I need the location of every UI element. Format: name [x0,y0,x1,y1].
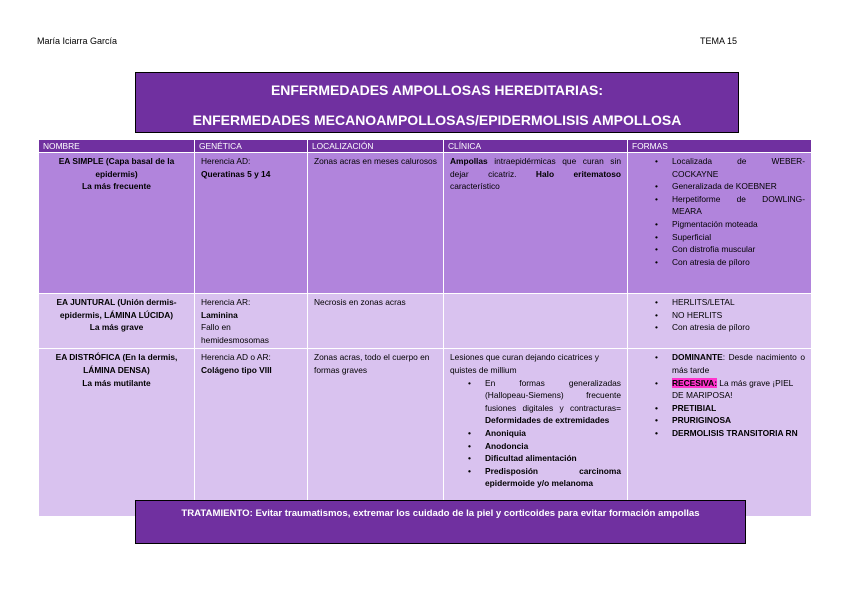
disease-name: EA JUNTURAL [56,297,116,307]
forms-cell [628,153,812,294]
treatment-banner: TRATAMIENTO: Evitar traumatismos, extremar los cuidado de la piel y corticoides para evitar formación ampollas [135,500,746,544]
title-line-2: ENFERMEDADES MECANOAMPOLLOSAS/EPIDERMOLISIS AMPOLLOSA [192,112,682,128]
gene: Laminina [201,309,238,320]
column-header: NOMBRE [39,140,195,153]
list-item: • Dificultad alimentación [485,452,621,465]
column-header: FORMAS [628,140,812,153]
form-recessive: RECESIVA: [672,377,717,388]
author-name: María Iciarra García [37,36,118,46]
form-recessive-text: La más grave ¡PIEL DE MARIPOSA! [672,377,794,401]
clinic-intro: Lesiones que curan dejando cicatrices y quistes de millium [450,352,599,375]
title-line-1: ENFERMEDADES AMPOLLOSAS HEREDITARIAS: [270,82,604,98]
table-header-row [39,140,812,153]
list-item [485,377,621,427]
list-item: • Generalizada de KOEBNER [672,180,805,193]
list-item: • Anoniquia [485,427,621,440]
disease-name: EA SIMPLE [58,156,104,166]
disease-note: La más grave [89,322,144,333]
location-cell: Zonas acras, todo el cuerpo en formas graves [308,349,444,517]
list-item: • PRETIBIAL [672,402,805,415]
inheritance: Herencia AD o AR: [201,352,271,363]
disease-name: EA DISTRÓFICA [55,352,121,363]
name-cell [39,349,195,517]
clinic-text: En formas generalizadas (Hallopeau-Siemens) frecuente fusiones digitales y contracturas= [485,377,621,413]
disease-detail: (Unión dermis-epidermis, LÁMINA LÚCIDA) [59,297,177,320]
disease-note: La más mutilante [82,377,151,388]
list-item: • Localizada de WEBER-COCKAYNE [672,155,805,180]
form-dominant-text: : Desde nacimiento o más tarde [672,352,805,375]
list-item: • Con distrofia muscular [672,243,805,256]
genetics-cell [195,294,308,349]
table-row [39,349,812,517]
name-cell [39,153,195,294]
list-item: • DERMOLISIS TRANSITORIA RN [672,427,805,440]
disease-detail: (En la dermis, LÁMINA DENSA) [83,352,178,375]
clinic-cell [444,294,628,349]
topic-label: TEMA 15 [700,36,738,46]
clinic-bold: Ampollas [450,156,488,166]
table-row [39,294,812,349]
gene: Colágeno tipo VIII [201,364,272,375]
clinic-text: intraepidérmicas que curan sin dejar cicatriz. [450,156,621,179]
list-item: • Con atresia de píloro [672,256,805,269]
list-item: • Predisposión carcinoma epidermoide y/o melanoma [485,465,621,490]
list-item: • Herpetiforme de DOWLING-MEARA [672,193,805,218]
list-item: • Superficial [672,231,805,244]
clinic-text: característico [450,181,500,192]
forms-cell [628,294,812,349]
column-header: GENÉTICA [195,140,308,153]
location-cell: Zonas acras en meses calurosos [308,153,444,294]
title-banner [135,72,739,133]
column-header: CLÍNICA [444,140,628,153]
gene: Queratinas 5 y 14 [201,168,271,179]
clinic-bold: Deformidades de extremidades [485,415,610,426]
list-item: • Anodoncia [485,440,621,453]
name-cell [39,294,195,349]
form-dominant: DOMINANTE [672,352,723,363]
list-item [672,377,805,402]
genetics-cell [195,153,308,294]
genetics-cell [195,349,308,517]
disease-note: La más frecuente [82,181,151,192]
clinic-cell [444,349,628,517]
column-header: LOCALIZACIÓN [308,140,444,153]
inheritance: Herencia AR: [201,297,251,307]
list-item [672,351,805,376]
forms-cell [628,349,812,517]
clinic-bold: Halo eritematoso [535,168,621,179]
list-item: • HERLITS/LETAL [672,296,805,309]
location-cell: Necrosis en zonas acras [308,294,444,349]
list-item: • Con atresia de píloro [672,321,805,334]
list-item: • NO HERLITS [672,309,805,322]
list-item: • PRURIGINOSA [672,414,805,427]
list-item: • Pigmentación moteada [672,218,805,231]
inheritance: Herencia AD: [201,156,251,166]
clinic-cell [444,153,628,294]
mechanism: Fallo en hemidesmosomas [201,322,269,345]
disease-detail: (Capa basal de la epidermis) [95,156,175,179]
table-row [39,153,812,294]
disease-table [38,139,812,517]
